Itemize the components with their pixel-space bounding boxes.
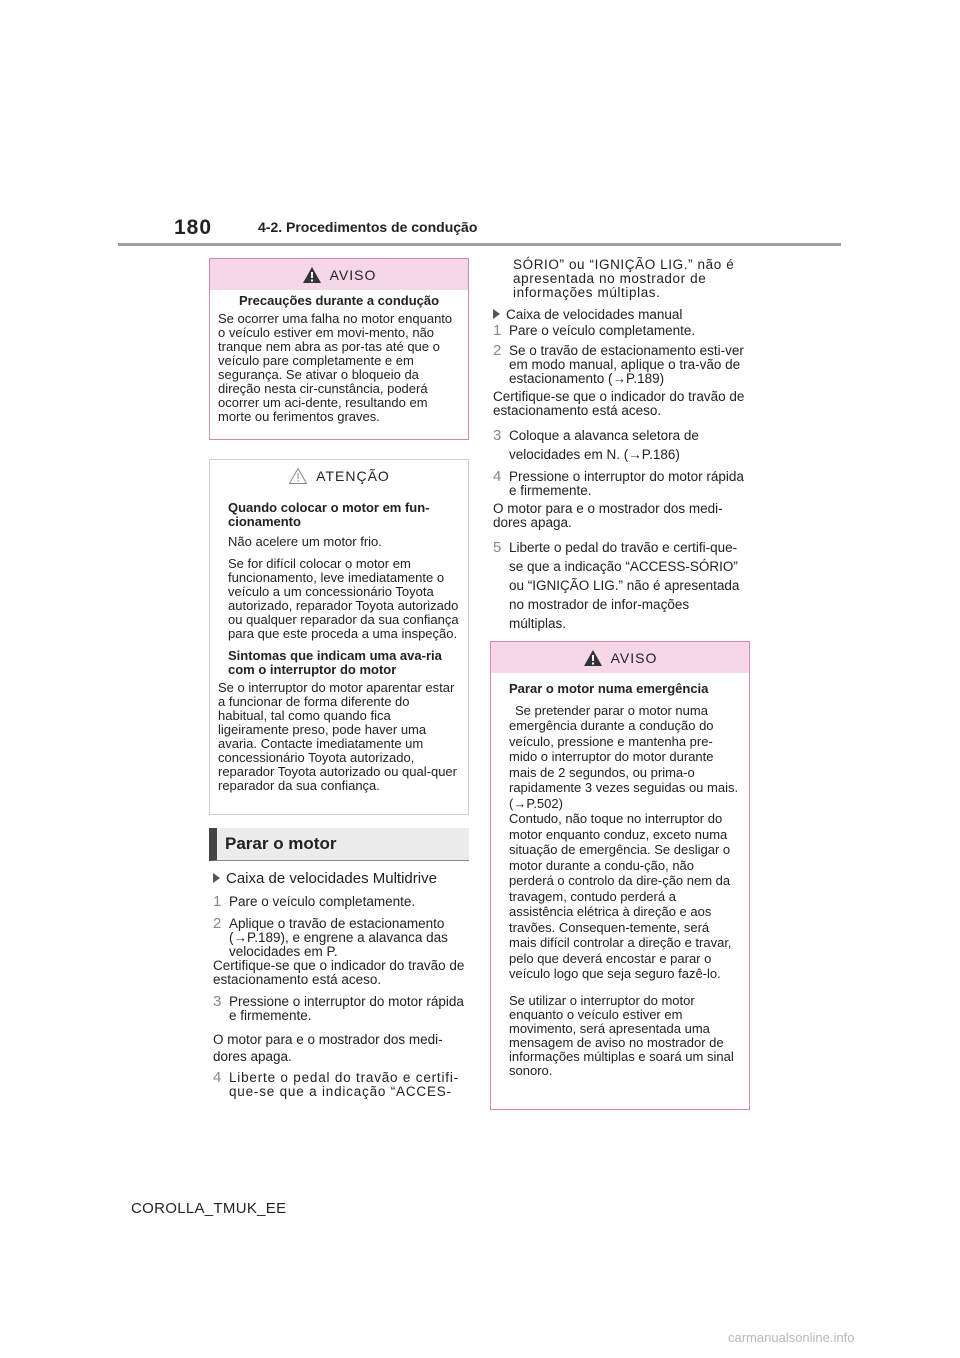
triangle-bullet-icon — [213, 873, 220, 883]
section-heading-text: Parar o motor — [225, 834, 337, 853]
warning-message-sound: Se utilizar o interruptor do motor enquanto o veículo estiver em movimento, será apresentada uma mensagem de aviso no mostrador de informações múltiplas e soará um sinal sonoro. — [509, 992, 734, 1078]
header-rule — [118, 243, 841, 246]
caution-label: ATENÇÃO — [316, 467, 390, 484]
warning-box-header — [491, 642, 749, 673]
manual-step-5: 5 Liberte o pedal do travão e certifi-que-se que a indicação “ACCESS-SÓRIO” ou “IGNIÇÃO LIG.” não é apresentada no mostrador de infor-mações múltiplas. — [493, 539, 740, 631]
multidrive-title: Caixa de velocidades Multidrive — [213, 870, 465, 887]
caution-symptoms-text: Se o interruptor do motor aparentar estar a funcionar de forma diferente do habitual, tal como quando fica ligeiramente preso, pode haver uma avaria. Contacte imediatamente um concessionário Toyota autorizado, reparador Toyota autorizado ou qual-quer reparador da sua confiança. — [218, 680, 457, 793]
multidrive-step-2-note: Certifique-se que o indicador do travão de estacionamento está aceso. — [213, 958, 465, 987]
multidrive-step-2: 2 Aplique o travão de estacionamento (→P.189), e engrene a alavanca das velocidades em P. — [213, 915, 448, 959]
warning-box-header — [210, 259, 468, 290]
warning-box-emergency — [490, 641, 750, 1110]
watermark: carmanualsonline.info — [728, 1330, 855, 1345]
warning-box-driving — [209, 258, 469, 440]
manual-title: Caixa de velocidades manual — [493, 308, 749, 322]
caution-title-start: Quando colocar o motor em fun-cionamento — [228, 500, 430, 529]
warning-text: Se ocorrer uma falha no motor enquanto o veículo estiver em movi-mento, não tranque nem abra as por-tas até que o veículo pare completamente e em segurança. Se ativar o bloqueio da direção nesta cir-cunstância, poderá ocorrer um aci-dente, resultando em morte ou ferimentos graves. — [218, 311, 453, 424]
triangle-bullet-icon — [493, 309, 500, 319]
manual-step-3: 3 Coloque a alavanca seletora de velocidades em N. (→P.186) — [493, 427, 699, 462]
warning-do-not-touch: Contudo, não toque no interruptor do motor enquanto conduz, exceto numa situação de emergência. Se desligar o motor durante a condu-ção, não perderá o controlo da dire-ção nem da travagem, contudo perderá a assistência elétrica à direção e aos travões. Consequen-temente, será mais difícil controlar a direção e travar, pelo que deverá encostar e parar o veículo logo que seja seguro fazê-lo. — [509, 811, 732, 981]
warning-title: Precauções durante a condução — [238, 293, 440, 308]
caution-box — [209, 459, 469, 815]
multidrive-step-3-note: O motor para e o mostrador dos medi-dores apaga. — [213, 1032, 443, 1064]
multidrive-step-1: 1 Pare o veículo completamente. — [213, 893, 416, 910]
section-heading — [209, 828, 469, 861]
warning-label: AVISO — [329, 266, 377, 283]
warning-emergency-stop: Se pretender parar o motor numa emergência durante a condução do veículo, pressione e mantenha pre-mido o interruptor do motor durante mais de 2 segundos, ou prima-o rapidamente 3 vezes seguidas ou mais. (→P.502) — [509, 702, 739, 811]
multidrive-step-4: 4 Liberte o pedal do travão e certifi-que-se que a indicação “ACCES- — [213, 1069, 459, 1099]
manual-section — [493, 258, 749, 633]
multidrive-section — [213, 870, 465, 1099]
caution-title-symptoms: Sintomas que indicam uma ava-ria com o interruptor do motor — [228, 648, 442, 677]
page-number: 180 — [174, 216, 213, 239]
section-title: 4-2. Procedimentos de condução — [258, 219, 478, 235]
manual-step-4-note: O motor para e o mostrador dos medi-dores apaga. — [493, 501, 723, 530]
warning-triangle-icon — [302, 266, 322, 284]
warning-label: AVISO — [610, 649, 658, 666]
caution-cold-engine: Não acelere um motor frio. — [228, 534, 382, 549]
caution-triangle-icon — [288, 467, 308, 485]
multidrive-step-3: 3 Pressione o interruptor do motor rápida e firmemente. — [213, 993, 464, 1023]
warning-triangle-icon — [583, 649, 603, 667]
document-code: COROLLA_TMUK_EE — [131, 1200, 287, 1217]
multidrive-step-4-continued: SÓRIO” ou “IGNIÇÃO LIG.” não é apresentada no mostrador de informações múltiplas. — [513, 257, 735, 300]
caution-difficult-start: Se for difícil colocar o motor em funcionamento, leve imediatamente o veículo a um concessionário Toyota autorizado, reparador Toyota autorizado ou qualquer reparador da sua confiança para que este proceda a uma inspeção. — [228, 556, 459, 641]
caution-box-header — [210, 460, 468, 491]
manual-step-1: 1 Pare o veículo completamente. — [493, 322, 696, 339]
manual-step-4: 4 Pressione o interruptor do motor rápida e firmemente. — [493, 468, 744, 498]
manual-step-2: 2 Se o travão de estacionamento esti-ver em modo manual, aplique o tra-vão de estacionamento (→P.189) — [493, 342, 744, 386]
manual-step-2-note: Certifique-se que o indicador do travão de estacionamento está aceso. — [493, 389, 745, 418]
warning-title: Parar o motor numa emergência — [509, 681, 709, 696]
